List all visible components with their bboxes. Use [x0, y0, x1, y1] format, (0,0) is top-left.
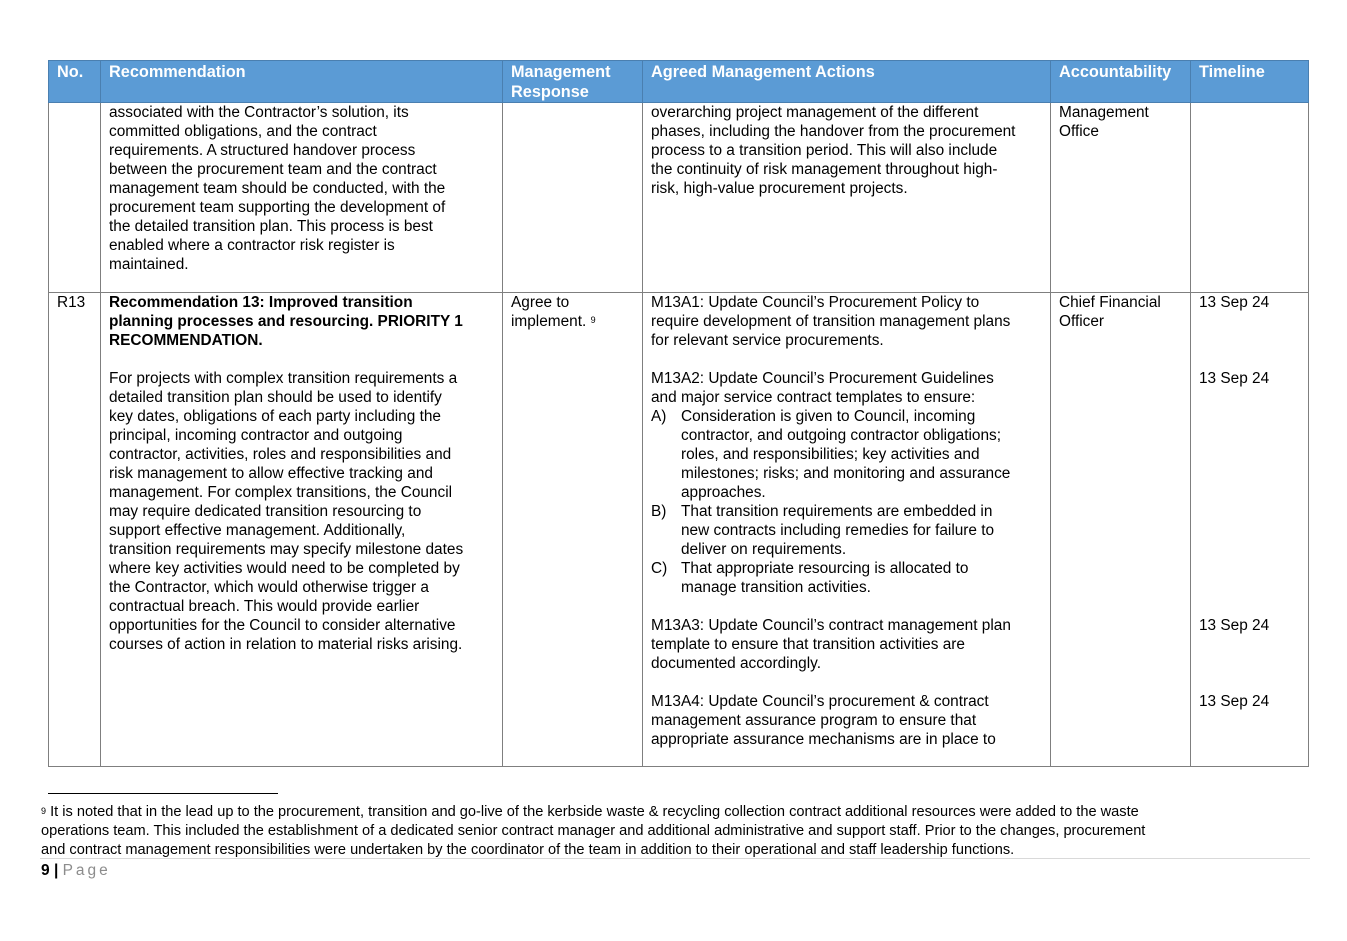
footnote-mark: 9 [41, 806, 47, 816]
footnote-ref: 9 [590, 315, 596, 325]
row2-timeline [1191, 293, 1309, 767]
rec13-title: Recommendation 13: Improved transition planning processes and resourcing. PRIORITY 1 RECOMMENDATION. [109, 294, 463, 349]
row1-response [503, 103, 643, 293]
list-item: A) Consideration is given to Council, incoming contractor, and outgoing contractor obligations; roles, and responsibilities; key activities and milestones; risks; and monitoring and assurance approaches. [651, 408, 1011, 501]
row2-accountability: Chief Financial Officer [1051, 293, 1191, 767]
timeline-m13a3: 13 Sep 24 [1199, 617, 1270, 634]
page-footer [41, 862, 111, 880]
header-recommendation: Recommendation [101, 61, 503, 103]
action-m13a3: M13A3: Update Council’s contract management plan template to ensure that transition activities are documented accordingly. [651, 617, 1011, 672]
header-timeline: Timeline [1191, 61, 1309, 103]
action-m13a4: M13A4: Update Council’s procurement & contract management assurance program to ensure that appropriate assurance mechanisms are in place to [651, 693, 996, 748]
page-separator: | [53, 862, 59, 879]
table-header-row [49, 61, 1309, 103]
timeline-m13a2: 13 Sep 24 [1199, 370, 1270, 387]
header-no: No. [49, 61, 101, 103]
row1-recommendation: associated with the Contractor’s solution, its committed obligations, and the contract requirements. A structured handover process between the procurement team and the contract management team should be conducted, with the procurement team supporting the development of the detailed transition plan. This process is best enabled where a contractor risk register is maintained. [101, 103, 503, 293]
footnote-text: It is noted that in the lead up to the procurement, transition and go-live of the kerbside waste & recycling collection contract additional resources were added to the waste operations team. This included the establishment of a dedicated senior contract manager and additional administrative and support staff. Prior to the changes, procurement and contract management responsibilities were undertaken by the coordinator of the team in addition to their operational and staff leadership functions. [41, 804, 1146, 858]
footnote [41, 803, 1311, 860]
footnote-divider [48, 793, 278, 794]
header-agreed-actions: Agreed Management Actions [643, 61, 1051, 103]
recommendations-table [48, 60, 1309, 767]
response-text: Agree to implement. [511, 294, 587, 330]
page-number: 9 [41, 862, 50, 879]
action-m13a2-intro: M13A2: Update Council’s Procurement Guidelines and major service contract templates to ensure: [651, 370, 994, 406]
row1-timeline [1191, 103, 1309, 293]
row1-no [49, 103, 101, 293]
page-label: Page [62, 862, 111, 879]
row1-accountability: Management Office [1051, 103, 1191, 293]
row2-response [503, 293, 643, 767]
row2-recommendation [101, 293, 503, 767]
table-row [49, 103, 1309, 293]
list-item: B) That transition requirements are embedded in new contracts including remedies for failure to deliver on requirements. [651, 503, 995, 558]
table-row [49, 293, 1309, 767]
row2-no: R13 [49, 293, 101, 767]
header-accountability [1051, 61, 1191, 103]
action-m13a1: M13A1: Update Council’s Procurement Policy to require development of transition management plans for relevant service procurements. [651, 294, 1011, 349]
list-item: C) That appropriate resourcing is allocated to manage transition activities. [651, 560, 969, 596]
timeline-m13a4: 13 Sep 24 [1199, 693, 1270, 710]
page-footer-divider [40, 858, 1310, 859]
rec13-body: For projects with complex transition requirements a detailed transition plan should be used to identify key dates, obligations of each party including the principal, incoming contractor and outgoing contractor, activities, roles and responsibilities and risk management to allow effective tracking and management. For complex transitions, the Council may require dedicated transition resourcing to support effective management. Additionally, transition requirements may specify milestone dates where key activities would need to be completed by the Contractor, which would otherwise trigger a contractual breach. This would provide earlier opportunities for the Council to consider alternative courses of action in relation to material risks arising. [109, 370, 464, 653]
row1-actions: overarching project management of the different phases, including the handover from the procurement process to a transition period. This will also include the continuity of risk management throughout high- risk, high-value procurement projects. [643, 103, 1051, 293]
timeline-m13a1: 13 Sep 24 [1199, 294, 1270, 311]
row2-actions [643, 293, 1051, 767]
header-accountability-label: Accountability [1059, 63, 1172, 81]
header-management-response: Management Response [503, 61, 643, 103]
